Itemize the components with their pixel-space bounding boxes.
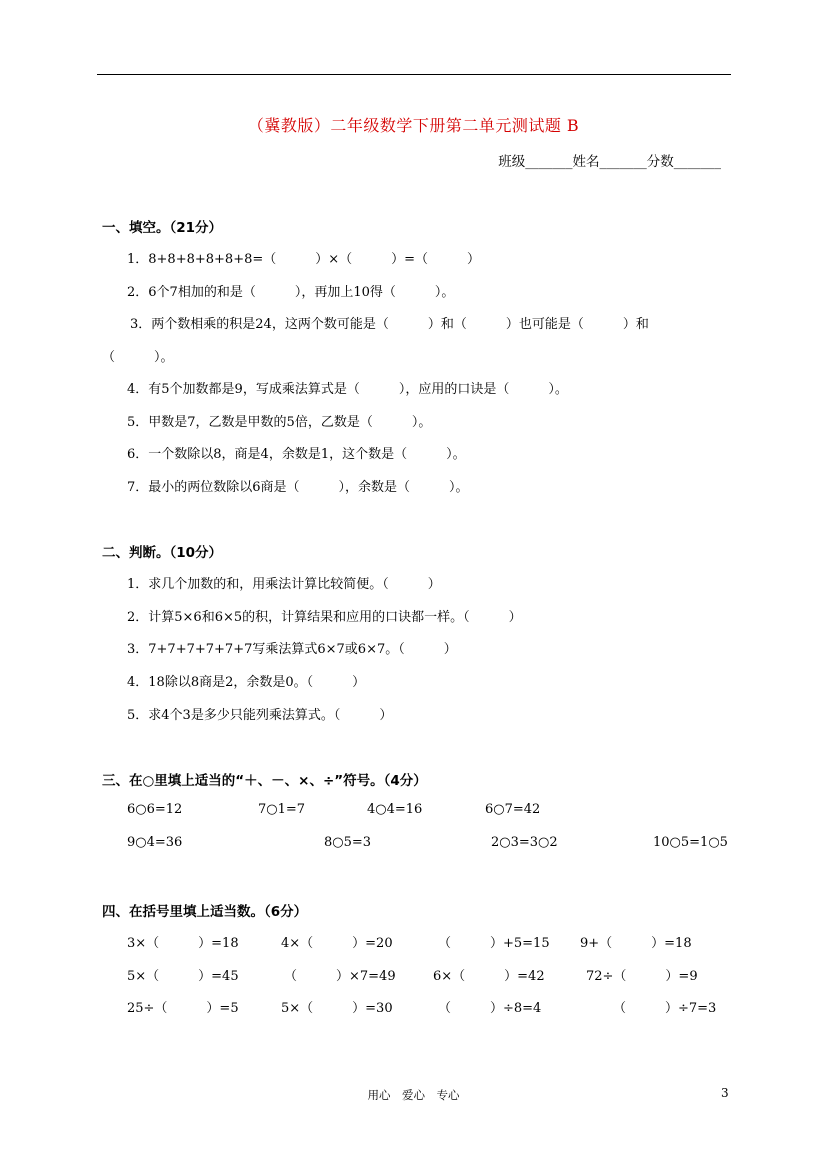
fill-item-3-cont: （ ）。 <box>102 350 174 365</box>
fill-item-3: 3．两个数相乘的积是24，这两个数可能是（ ）和（ ）也可能是（ ）和 <box>130 317 649 332</box>
fill-item-1: 1．8+8+8+8+8+8=（ ）×（ ）=（ ） <box>127 252 481 267</box>
blank-problem: 5×（ ）=30 <box>281 1001 393 1016</box>
judge-item-4: 4．18除以8商是2，余数是0。（ ） <box>127 675 366 690</box>
judge-item-3: 3．7+7+7+7+7+7写乘法算式6×7或6×7。（ ） <box>127 642 457 657</box>
blank-problem: 9+（ ）=18 <box>580 936 692 951</box>
blank-problem: 5×（ ）=45 <box>127 969 239 984</box>
fill-item-2: 2．6个7相加的和是（ ），再加上10得（ ）。 <box>127 285 455 300</box>
blank-row-3 <box>127 997 737 1087</box>
symbol-problem: 6○6=12 <box>127 802 183 817</box>
blank-problem: 4×（ ）=20 <box>281 936 393 951</box>
header-rule <box>97 74 731 75</box>
symbol-problem: 8○5=3 <box>324 835 372 850</box>
symbol-problem: 9○4=36 <box>127 835 183 850</box>
blank-problem: （ ）÷7=3 <box>613 1001 717 1016</box>
page-number: 3 <box>721 1086 729 1100</box>
symbol-problem: 7○1=7 <box>258 802 306 817</box>
section1-heading: 一、填空。（21分） <box>102 220 223 236</box>
section4-heading: 四、在括号里填上适当数。（6分） <box>102 904 308 920</box>
fill-item-6: 6．一个数除以8，商是4，余数是1，这个数是（ ）。 <box>127 447 466 462</box>
blank-problem: 3×（ ）=18 <box>127 936 239 951</box>
section2-heading: 二、判断。（10分） <box>102 545 223 561</box>
blank-problem: （ ）÷8=4 <box>438 1001 542 1016</box>
blank-problem: 6×（ ）=42 <box>433 969 545 984</box>
student-info-line: 班级_______姓名_______分数_______ <box>498 154 721 170</box>
section3-heading: 三、在○里填上适当的“＋、－、×、÷”符号。（4分） <box>102 773 427 789</box>
symbol-problem: 2○3=3○2 <box>491 835 558 850</box>
judge-item-2: 2．计算5×6和6×5的积，计算结果和应用的口诀都一样。（ ） <box>127 610 522 625</box>
symbol-problem: 4○4=16 <box>367 802 423 817</box>
fill-item-4: 4．有5个加数都是9，写成乘法算式是（ ），应用的口诀是（ ）。 <box>127 382 568 397</box>
blank-problem: （ ）+5=15 <box>438 936 550 951</box>
judge-item-5: 5．求4个3是多少只能列乘法算式。（ ） <box>127 708 393 723</box>
judge-item-1: 1．求几个加数的和，用乘法计算比较简便。（ ） <box>127 577 441 592</box>
symbol-problem: 10○5=1○5 <box>653 835 728 850</box>
blank-problem: 72÷（ ）=9 <box>586 969 698 984</box>
blank-problem: （ ）×7=49 <box>284 969 396 984</box>
fill-item-5: 5．甲数是7，乙数是甲数的5倍，乙数是（ ）。 <box>127 415 432 430</box>
symbol-problem: 6○7=42 <box>485 802 541 817</box>
footer-motto: 用心 爱心 专心 <box>367 1088 460 1102</box>
fill-item-7: 7．最小的两位数除以6商是（ ），余数是（ ）。 <box>127 480 469 495</box>
page-title: （冀教版）二年级数学下册第二单元测试题 B <box>247 116 580 135</box>
blank-problem: 25÷（ ）=5 <box>127 1001 239 1016</box>
